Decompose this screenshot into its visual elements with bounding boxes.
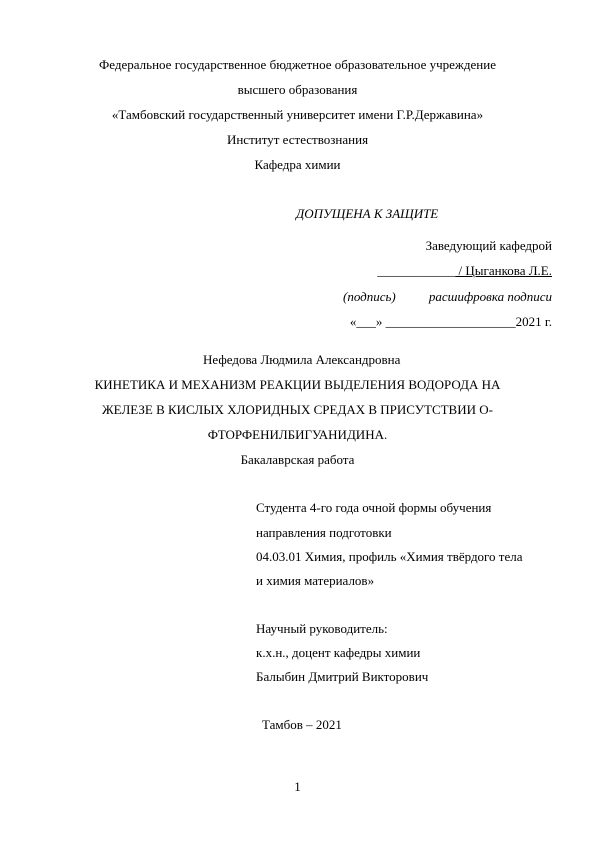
signature-label: (подпись) [343, 289, 396, 304]
work-type: Бакалаврская работа [240, 452, 355, 467]
supervisor-label: Научный руководитель: [256, 621, 388, 636]
institution-line-1: Федеральное государственное бюджетное образовательное учреждение [99, 57, 496, 72]
institution-line-2: высшего образования [237, 82, 358, 97]
author-name: Нефедова Людмила Александровна [203, 352, 401, 367]
supervisor-name: Балыбин Дмитрий Викторович [256, 669, 429, 684]
student-line-2: направления подготовки [256, 525, 392, 540]
student-line-3: 04.03.01 Химия, профиль «Химия твёрдого тела [256, 549, 523, 564]
work-title-line-1: КИНЕТИКА И МЕХАНИЗМ РЕАКЦИИ ВЫДЕЛЕНИЯ ВОДОРОДА НА [94, 377, 501, 392]
approval-role: Заведующий кафедрой [425, 238, 552, 253]
approval-title: ДОПУЩЕНА К ЗАЩИТЕ [296, 206, 439, 221]
signature-blank: ____________ [377, 263, 456, 278]
decode-label: расшифровка подписи [428, 289, 552, 304]
work-title-line-2: ЖЕЛЕЗЕ В КИСЛЫХ ХЛОРИДНЫХ СРЕДАХ В ПРИСУТСТВИИ О- [102, 402, 493, 417]
date-day: «___» [349, 314, 383, 329]
page-number: 1 [294, 779, 301, 794]
approval-date [350, 314, 552, 330]
institute-name: Институт естествознания [226, 132, 369, 147]
approval-signature-line [377, 263, 552, 279]
supervisor-position: к.х.н., доцент кафедры химии [256, 645, 421, 660]
head-name: / Цыганкова Л.Е. [455, 263, 552, 278]
date-blank: ____________________ [385, 314, 516, 329]
work-title-line-3: ФТОРФЕНИЛБИГУАНИДИНА. [207, 427, 388, 442]
student-line-4: и химия материалов» [256, 573, 375, 588]
department-name: Кафедра химии [254, 157, 341, 172]
university-name: «Тамбовский государственный университет имени Г.Р.Державина» [111, 107, 484, 122]
date-year: 2021 г. [515, 314, 552, 329]
student-line-1: Студента 4-го года очной формы обучения [256, 500, 492, 515]
city-year: Тамбов – 2021 [262, 717, 342, 732]
